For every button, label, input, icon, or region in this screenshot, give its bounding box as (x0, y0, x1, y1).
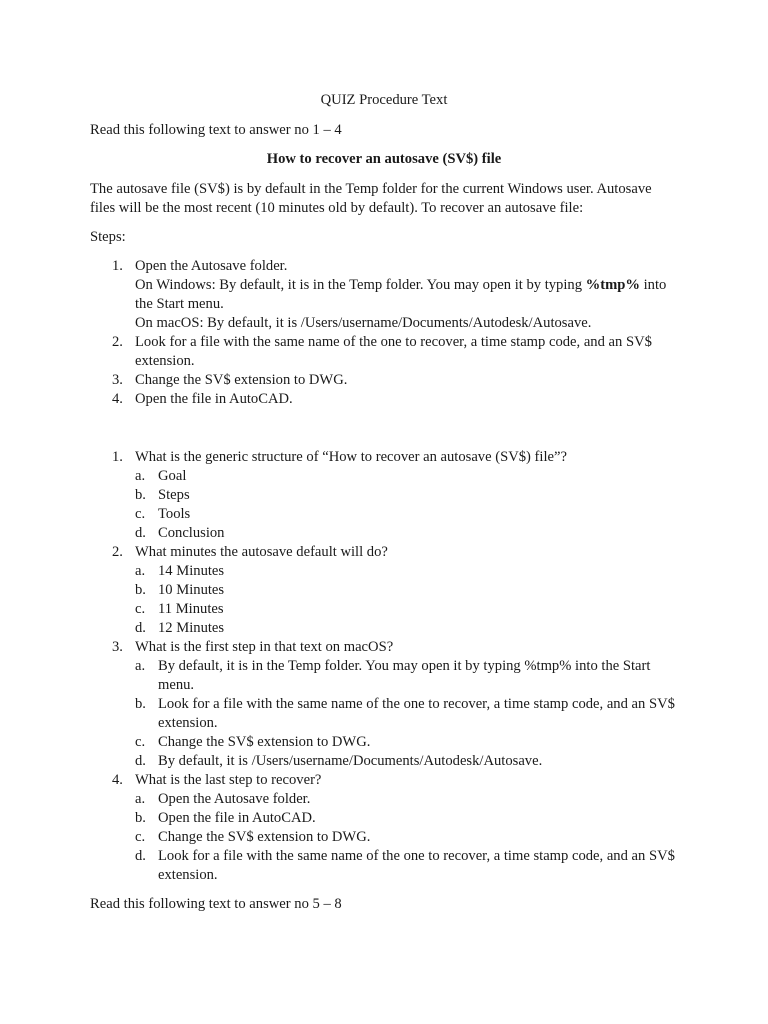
answer-option (135, 600, 678, 619)
option-text: Change the SV$ extension to DWG. (158, 734, 371, 750)
intro-instruction-1: Read this following text to answer no 1 – 4 (90, 122, 342, 138)
step-item (90, 390, 678, 409)
option-letter: d. (135, 620, 146, 636)
question-item (90, 448, 678, 543)
step-item (90, 257, 678, 333)
option-text: Open the file in AutoCAD. (158, 810, 316, 826)
answer-options (135, 657, 678, 771)
answer-option (135, 486, 678, 505)
step-windows-note (135, 276, 678, 314)
option-letter: c. (135, 506, 146, 522)
question-number: 4. (112, 772, 123, 788)
option-letter: a. (135, 791, 146, 807)
windows-note-text-end: into the Start menu. (135, 277, 667, 312)
questions-list (90, 448, 678, 885)
question-item (90, 638, 678, 771)
step-text: Open the Autosave folder. (135, 258, 288, 274)
answer-option (135, 752, 678, 771)
answer-option (135, 809, 678, 828)
step-macos-note: On macOS: By default, it is /Users/username/Documents/Autodesk/Autosave. (135, 315, 592, 331)
option-text: 11 Minutes (158, 601, 224, 617)
answer-option (135, 790, 678, 809)
option-letter: c. (135, 601, 146, 617)
step-item (90, 371, 678, 390)
answer-option (135, 505, 678, 524)
question-number: 3. (112, 639, 123, 655)
answer-option (135, 581, 678, 600)
question-text: What is the generic structure of “How to recover an autosave (SV$) file”? (135, 449, 567, 465)
steps-list (90, 257, 678, 409)
step-number: 4. (112, 391, 123, 407)
question-number: 2. (112, 544, 123, 560)
step-number: 3. (112, 372, 123, 388)
option-text: Look for a file with the same name of the one to recover, a time stamp code, and an SV$ extension. (158, 696, 675, 731)
answer-option (135, 619, 678, 638)
option-letter: d. (135, 525, 146, 541)
answer-option (135, 828, 678, 847)
section-gap (90, 409, 678, 448)
question-item (90, 543, 678, 638)
option-text: Goal (158, 468, 187, 484)
windows-note-text: On Windows: By default, it is in the Temp folder. You may open it by typing (135, 277, 586, 293)
page-title: QUIZ Procedure Text (320, 92, 448, 108)
question-text: What is the last step to recover? (135, 772, 322, 788)
answer-options (135, 790, 678, 885)
option-text: Conclusion (158, 525, 225, 541)
answer-option (135, 695, 678, 733)
option-text: Steps (158, 487, 190, 503)
option-letter: c. (135, 829, 146, 845)
question-item (90, 771, 678, 885)
answer-option (135, 467, 678, 486)
option-letter: b. (135, 810, 146, 826)
option-letter: b. (135, 582, 146, 598)
answer-option (135, 524, 678, 543)
step-text: Look for a file with the same name of the one to recover, a time stamp code, and an SV$ extension. (135, 334, 652, 369)
option-text: By default, it is /Users/username/Documents/Autodesk/Autosave. (158, 753, 543, 769)
step-number: 2. (112, 334, 123, 350)
option-text: Tools (158, 506, 191, 522)
option-text: Look for a file with the same name of the one to recover, a time stamp code, and an SV$ extension. (158, 848, 675, 883)
option-letter: a. (135, 658, 146, 674)
step-text: Open the file in AutoCAD. (135, 391, 293, 407)
question-text: What is the first step in that text on macOS? (135, 639, 394, 655)
option-text: Change the SV$ extension to DWG. (158, 829, 371, 845)
option-text: By default, it is in the Temp folder. You may open it by typing %tmp% into the Start menu. (158, 658, 651, 693)
answer-options (135, 562, 678, 638)
intro-paragraph: The autosave file (SV$) is by default in the Temp folder for the current Windows user. Autosave files will be the most recent (10 minutes old by default). To recover an autosave file: (90, 181, 652, 216)
question-text: What minutes the autosave default will do? (135, 544, 388, 560)
option-letter: b. (135, 696, 146, 712)
option-letter: d. (135, 848, 146, 864)
steps-label: Steps: (90, 229, 126, 245)
option-letter: c. (135, 734, 146, 750)
answer-options (135, 467, 678, 543)
step-number: 1. (112, 258, 123, 274)
answer-option (135, 847, 678, 885)
step-item (90, 333, 678, 371)
intro-instruction-2: Read this following text to answer no 5 – 8 (90, 896, 342, 912)
step-text: Change the SV$ extension to DWG. (135, 372, 348, 388)
option-letter: d. (135, 753, 146, 769)
answer-option (135, 733, 678, 752)
question-number: 1. (112, 449, 123, 465)
answer-option (135, 562, 678, 581)
answer-option (135, 657, 678, 695)
option-text: 14 Minutes (158, 563, 225, 579)
text-heading: How to recover an autosave (SV$) file (266, 151, 502, 167)
option-letter: b. (135, 487, 146, 503)
tmp-command: %tmp% (585, 277, 640, 293)
option-letter: a. (135, 468, 146, 484)
option-text: 12 Minutes (158, 620, 225, 636)
option-text: Open the Autosave folder. (158, 791, 311, 807)
option-text: 10 Minutes (158, 582, 225, 598)
option-letter: a. (135, 563, 146, 579)
